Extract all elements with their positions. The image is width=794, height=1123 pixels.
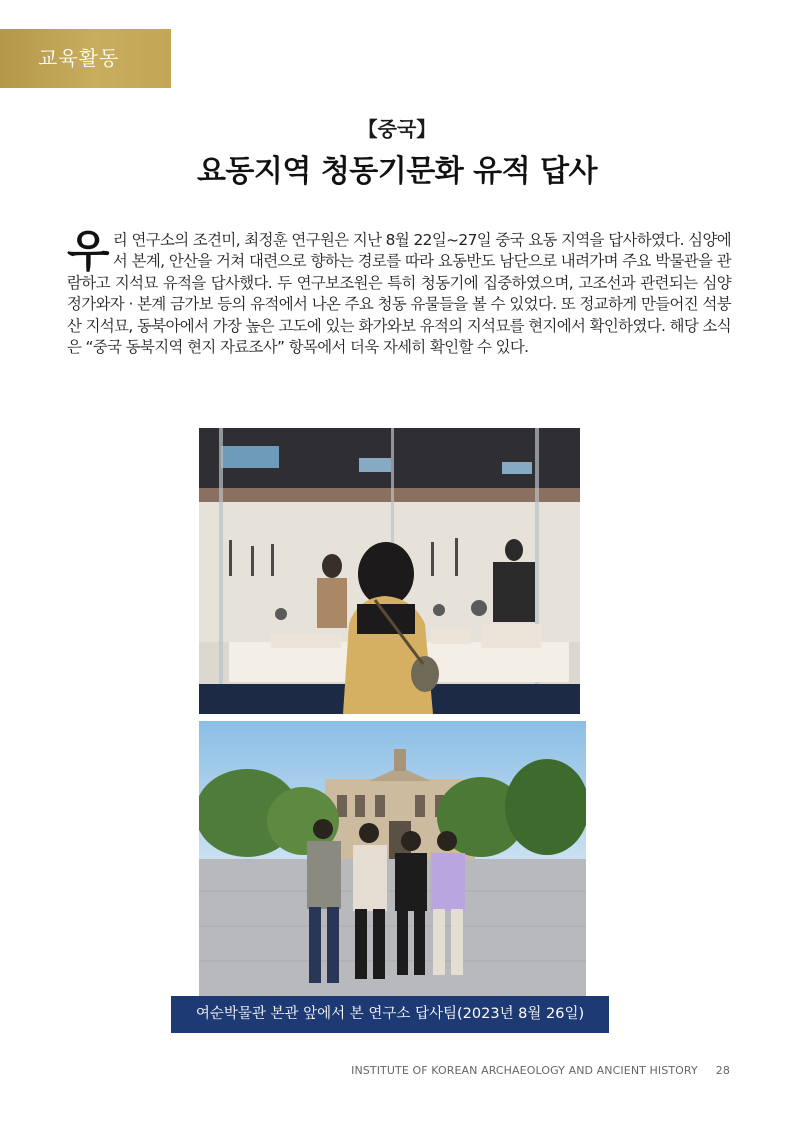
photo-caption: 여순박물관 본관 앞에서 본 연구소 답사팀(2023년 8월 26일) <box>171 996 609 1033</box>
article-body-text: 리 연구소의 조견미, 최정훈 연구원은 지난 8월 22일~27일 중국 요동 지역을 답사하였다. 심양에서 본계, 안산을 거쳐 대련으로 향하는 경로를 따라 요동반도 남단으로 내려가며 주요 박물관을 관람하고 지석묘 유적을 답사했다. 두 연구보조원은 특히 청동기에 집중하였으며, 고조선과 관련되는 심양 정가와자 · 본계 금가보 등의 유적에서 나온 주요 청동 유물들을 볼 수 있었다. 또 정교하게 만들어진 석붕산 지석묘, 동북아에서 가장 높은 고도에 있는 화가와보 유적의 지석묘를 현지에서 확인하였다. 해당 소식은 “중국 동북지역 현지 자료조사” 항목에서 더욱 자세히 확인할 수 있다. <box>67 231 731 357</box>
article-title: 요동지역 청동기문화 유적 답사 <box>196 154 598 189</box>
article-body <box>67 226 731 358</box>
footer-institute: INSTITUTE OF KOREAN ARCHAEOLOGY AND ANCIENT HISTORY <box>351 1064 698 1077</box>
museum-visitor-photo <box>199 428 580 714</box>
dropcap: 우 <box>67 226 109 277</box>
page-footer <box>351 1064 730 1077</box>
group-photo-illustration <box>199 721 586 996</box>
section-label: 교육활동 <box>0 29 171 88</box>
page-number: 28 <box>715 1064 730 1077</box>
group-photo <box>199 721 586 996</box>
article-kicker: 【중국】 <box>357 117 437 141</box>
museum-visitor-illustration <box>199 428 580 714</box>
